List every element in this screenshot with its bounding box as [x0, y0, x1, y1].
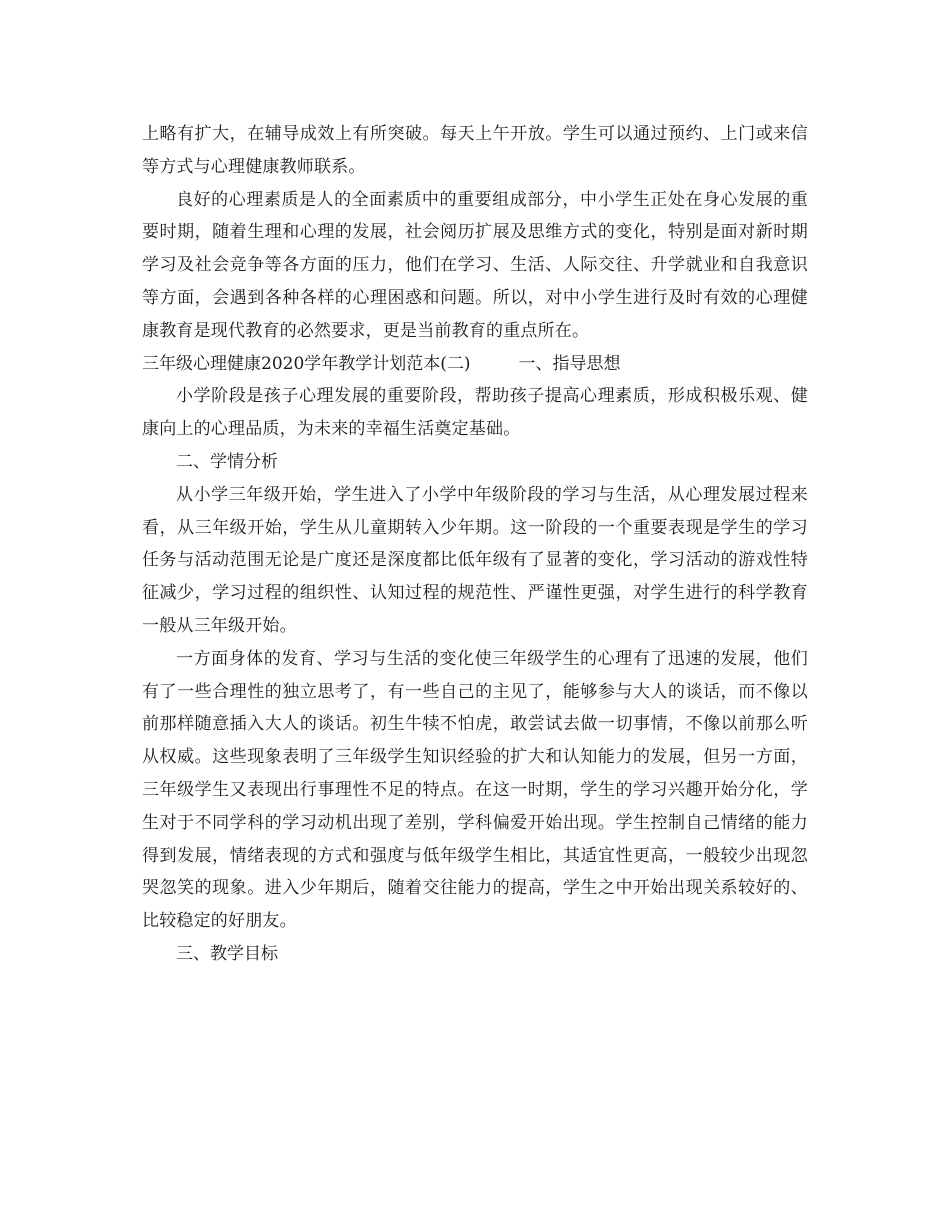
document-body — [142, 118, 808, 971]
paragraph-counseling-room: 上略有扩大，在辅导成效上有所突破。每天上午开放。学生可以通过预约、上门或来信等方式与心理健康教师联系。 — [142, 124, 808, 177]
paragraph-guiding-thought: 小学阶段是孩子心理发展的重要阶段，帮助孩子提高心理素质，形成积极乐观、健康向上的心理品质，为未来的幸福生活奠定基础。 — [142, 386, 808, 440]
paragraph-student-analysis-2: 一方面身体的发育、学习与生活的变化使三年级学生的心理有了迅速的发展，他们有了一些合理性的独立思考了，有一些自己的主见了，能够参与大人的谈话，而不像以前那样随意插入大人的谈话。初生牛犊不怕虎，敢尝试去做一切事情，不像以前那么听从权威。这些现象表明了三年级学生知识经验的扩大和认知能力的发展，但另一方面，三年级学生又表现出行事理性不足的特点。在这一时期，学生的学习兴趣开始分化，学生对于不同学科的学习动机出现了差别，学科偏爱开始出现。学生控制自己情绪的能力得到发展，情绪表现的方式和强度与低年级学生相比，其适宜性更高，一般较少出现忽哭忽笑的现象。进入少年期后，随着交往能力的提高，学生之中开始出现关系较好的、比较稳定的好朋友。 — [142, 648, 808, 932]
section-heading-student-analysis: 二、学情分析 — [176, 451, 278, 472]
paragraph-student-analysis-1: 从小学三年级开始，学生进入了小学中年级阶段的学习与生活，从心理发展过程来看，从三年级开始，学生从儿童期转入少年期。这一阶段的一个重要表现是学生的学习任务与活动范围无论是广度还是深度都比低年级有了显著的变化，学习活动的游戏性特征减少，学习过程的组织性、认知过程的规范性、严谨性更强，对学生进行的科学教育一般从三年级开始。 — [142, 484, 808, 636]
section-heading-teaching-goals: 三、教学目标 — [176, 943, 278, 964]
paragraph-mental-quality: 良好的心理素质是人的全面素质中的重要组成部分，中小学生正处在身心发展的重要时期，随着生理和心理的发展，社会阅历扩展及思维方式的变化，特别是面对新时期学习及社会竞争等各方面的压力，他们在学习、生活、人际交往、升学就业和自我意识等方面，会遇到各种各样的心理困惑和问题。所以，对中小学生进行及时有效的心理健康教育是现代教育的必然要求，更是当前教育的重点所在。 — [142, 189, 808, 341]
section-heading-guiding-thought: 一、指导思想 — [518, 353, 621, 374]
document-title-line — [142, 348, 808, 381]
document-title: 三年级心理健康2020学年教学计划范本(二) — [142, 353, 471, 374]
